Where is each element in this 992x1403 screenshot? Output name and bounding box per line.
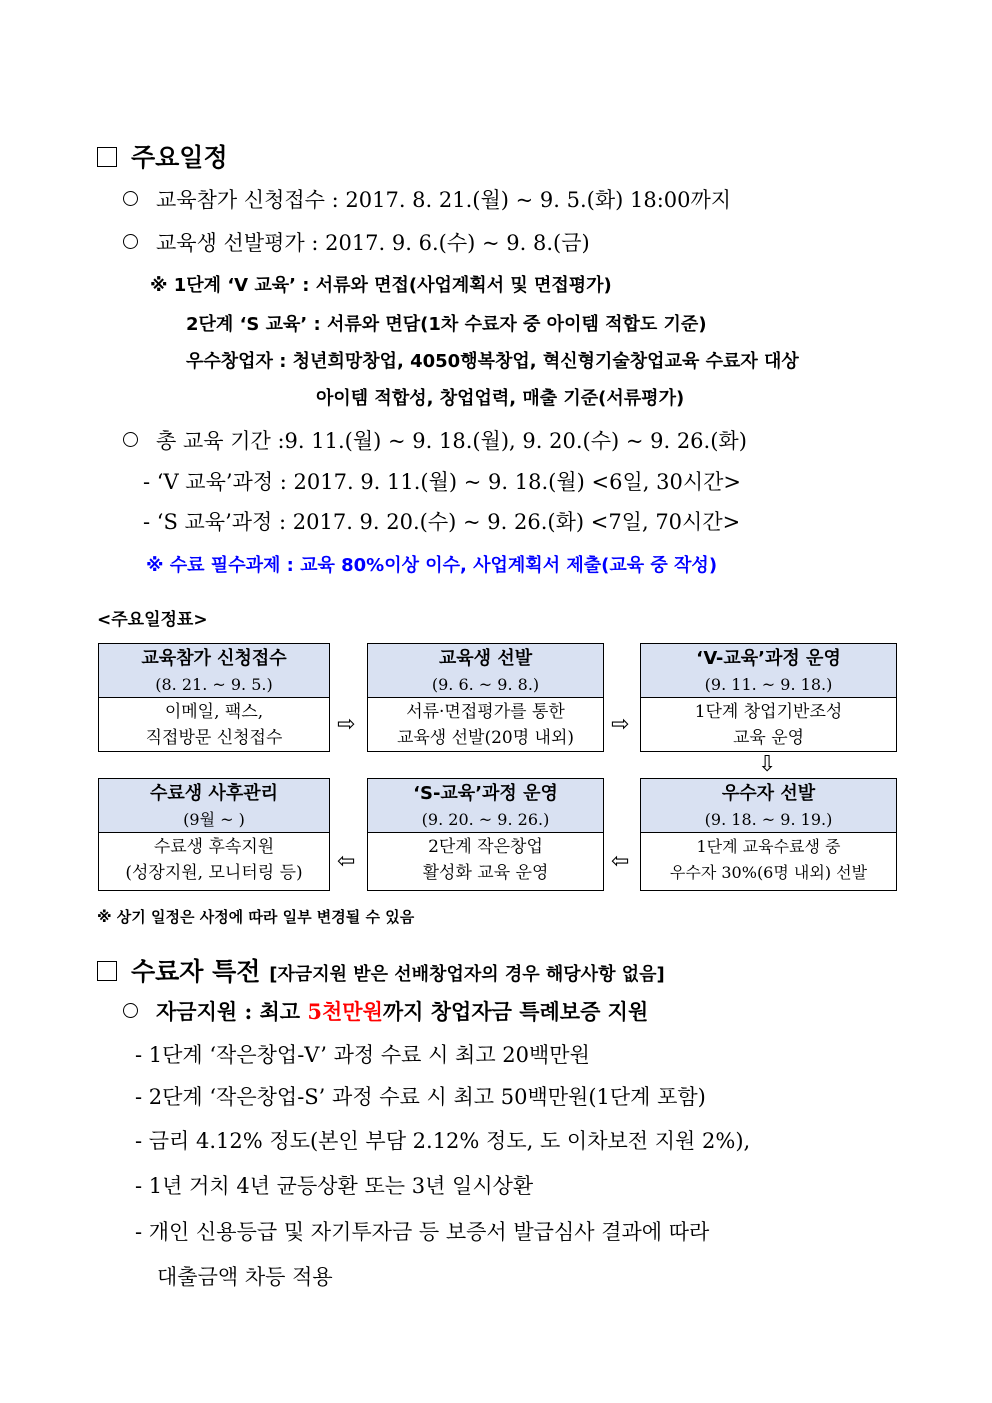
flow-box-line: (성장지원, 모니터링 등) <box>125 863 303 883</box>
flow-box-line: 2단계 작은창업 <box>428 837 543 857</box>
selection-note-2: 2단계 ‘S 교육’ : 서류와 면담(1차 수료자 중 아이템 적합도 기준) <box>186 314 707 335</box>
flow-box-body <box>368 833 603 886</box>
schedule-table-title: <주요일정표> <box>97 610 208 630</box>
flow-box-date: (9월 ~ ) <box>183 810 245 829</box>
flow-box-body <box>368 698 603 751</box>
flow-box-apply <box>98 643 330 752</box>
flow-box-body <box>641 833 896 886</box>
flow-box-line: 이메일, 팩스, <box>164 702 264 722</box>
flow-box-line: 교육생 선발(20명 내외) <box>396 728 575 748</box>
circle-bullet-icon <box>123 1003 138 1018</box>
flow-box-line: 교육 운영 <box>732 728 805 748</box>
benefit-detail-4: - 1년 거치 4년 균등상환 또는 3년 일시상환 <box>135 1174 534 1198</box>
funding-text: 자금지원 : 최고 <box>156 999 308 1024</box>
square-bullet-icon <box>97 147 117 167</box>
flow-box-line: 직접방문 신청접수 <box>145 728 283 748</box>
flow-box-body <box>99 833 329 886</box>
schedule-item-selection <box>123 227 590 257</box>
benefit-funding <box>123 996 648 1026</box>
selection-note-3: 우수창업자 : 청년희망창업, 4050행복창업, 혁신형기술창업교육 수료자 대상 <box>186 351 799 372</box>
funding-amount: 5천만원 <box>307 999 383 1024</box>
flow-box-header <box>99 644 329 698</box>
schedule-item-apply <box>123 184 731 214</box>
flow-box-date: (8. 21. ~ 9. 5.) <box>155 675 273 694</box>
section-subtitle: [자금지원 받은 선배창업자의 경우 해당사항 없음] <box>269 964 665 985</box>
flow-box-title: 교육생 선발 <box>438 648 533 669</box>
flow-box-header <box>641 644 896 698</box>
flow-box-line: 1단계 교육수료생 중 <box>696 837 841 856</box>
flow-box-date: (9. 18. ~ 9. 19.) <box>704 810 833 829</box>
flow-box-line: 서류·면접평가를 통한 <box>406 702 565 722</box>
flow-box-title: 우수자 선발 <box>721 783 816 804</box>
flow-box-header <box>368 644 603 698</box>
flow-box-date: (9. 11. ~ 9. 18.) <box>704 675 833 694</box>
left-arrow-icon: ⇦ <box>611 849 630 874</box>
period-detail-v: - ‘V 교육’과정 : 2017. 9. 11.(월) ~ 9. 18.(월) <6일, 30시간> <box>143 470 741 494</box>
flow-box-line: 활성화 교육 운영 <box>422 863 549 883</box>
section-title: 수료자 특전 <box>131 957 261 986</box>
flow-box-title: ‘V-교육’과정 운영 <box>696 648 841 669</box>
item-text: 교육참가 신청접수 : 2017. 8. 21.(월) ~ 9. 5.(화) 18:00까지 <box>156 188 732 212</box>
square-bullet-icon <box>97 961 117 981</box>
item-text: 총 교육 기간 :9. 11.(월) ~ 9. 18.(월), 9. 20.(수) ~ 9. 26.(화) <box>156 429 747 453</box>
flow-box-date: (9. 20. ~ 9. 26.) <box>421 810 550 829</box>
flow-box-date: (9. 6. ~ 9. 8.) <box>431 675 540 694</box>
flow-box-aftercare <box>98 778 330 891</box>
left-arrow-icon: ⇦ <box>337 849 356 874</box>
flow-box-selection <box>367 643 604 752</box>
selection-note-4: 아이템 적합성, 창업업력, 매출 기준(서류평가) <box>316 388 685 409</box>
circle-bullet-icon <box>123 432 138 447</box>
selection-note-1: ※ 1단계 ‘V 교육’ : 서류와 면접(사업계획서 및 면접평가) <box>150 275 612 296</box>
right-arrow-icon: ⇨ <box>611 712 630 737</box>
flow-box-title: 교육참가 신청접수 <box>141 648 287 669</box>
benefit-detail-5: - 개인 신용등급 및 자기투자금 등 보증서 발급심사 결과에 따라 <box>135 1220 710 1244</box>
item-text: 교육생 선발평가 : 2017. 9. 6.(수) ~ 9. 8.(금) <box>156 231 590 255</box>
circle-bullet-icon <box>123 191 138 206</box>
flow-box-body <box>99 698 329 751</box>
flow-box-body <box>641 698 896 751</box>
requirement-note: ※ 수료 필수과제 : 교육 80%이상 이수, 사업계획서 제출(교육 중 작성) <box>146 555 718 576</box>
flow-box-title: 수료생 사후관리 <box>150 783 278 804</box>
section-title: 주요일정 <box>131 143 228 172</box>
benefit-detail-1: - 1단계 ‘작은창업-V’ 과정 수료 시 최고 20백만원 <box>135 1043 590 1067</box>
flow-box-header <box>99 779 329 833</box>
down-arrow-icon: ⇩ <box>758 752 777 777</box>
right-arrow-icon: ⇨ <box>337 712 356 737</box>
benefit-detail-2: - 2단계 ‘작은창업-S’ 과정 수료 시 최고 50백만원(1단계 포함) <box>135 1085 706 1109</box>
flow-box-header <box>641 779 896 833</box>
flow-box-line: 1단계 창업기반조성 <box>694 702 843 722</box>
schedule-change-note: ※ 상기 일정은 사정에 따라 일부 변경될 수 있음 <box>97 908 415 926</box>
flow-box-v-course <box>640 643 897 752</box>
schedule-item-period <box>123 425 747 455</box>
section-heading-schedule <box>97 138 228 174</box>
flow-box-title: ‘S-교육’과정 운영 <box>413 783 558 804</box>
funding-text: 까지 창업자금 특례보증 지원 <box>382 999 649 1024</box>
benefit-detail-6: 대출금액 차등 적용 <box>157 1265 333 1289</box>
flow-box-line: 수료생 후속지원 <box>153 837 275 857</box>
circle-bullet-icon <box>123 234 138 249</box>
flow-box-excellent <box>640 778 897 891</box>
period-detail-s: - ‘S 교육’과정 : 2017. 9. 20.(수) ~ 9. 26.(화) <7일, 70시간> <box>143 510 741 534</box>
flow-box-header <box>368 779 603 833</box>
flow-box-line: 우수자 30%(6명 내외) 선발 <box>669 863 868 882</box>
flow-box-s-course <box>367 778 604 891</box>
benefit-detail-3: - 금리 4.12% 정도(본인 부담 2.12% 정도, 도 이차보전 지원 2%), <box>135 1129 751 1153</box>
section-heading-benefits <box>97 952 665 988</box>
